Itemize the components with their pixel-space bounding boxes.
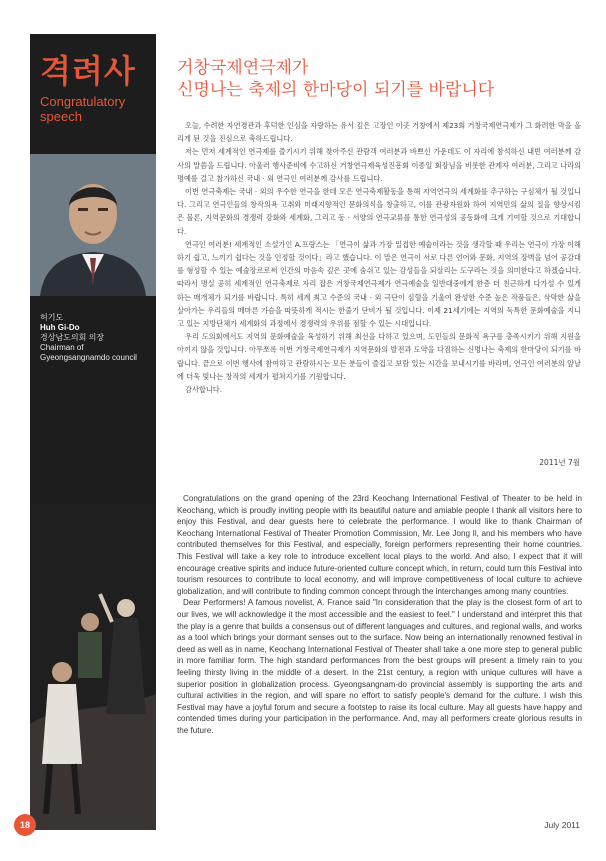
korean-paragraph: 감사합니다. <box>185 385 223 395</box>
portrait-photo <box>30 154 156 296</box>
speaker-title-ko: 경상남도의회 의장 <box>40 333 105 342</box>
korean-paragraph: 저는 먼저 세계적인 연극제를 즐기시기 위해 찾아주신 관람객 여러분과 바쁘신 가운데도 이 자리에 참석하신 내빈 여러분께 감사의 말씀을 드립니다. 아울러 행사준비에 수고하신 거창연극제육성진흥회 이종일 회장님을 비롯한 관계자 여러분, 그리고 나라의 명예를 걸고 참가하신 국내 · 외 연극인 여러분께 감사를 드립니다. <box>177 147 581 183</box>
korean-paragraph: 이번 연극축제는 국내 · 외의 우수한 연극을 한데 모은 연극축제활동을 통해 지역연극의 세계화를 추구하는 구심체가 될 것입니다. 그리고 연극인들의 창작의욕 고취와 미래지향적인 문화의식을 창출하고, 이를 관광자원화 하여 지역민의 삶의 질을 향상시킴은 물론, 지역문화의 경쟁력 강화와 세계화, 그리고 동 · 서양의 연극교류를 통한 연극성의 공동화에 크게 기여할 것으로 기대합니다. <box>177 187 581 236</box>
section-title: 격려사 <box>40 52 136 90</box>
footer-date: July 2011 <box>544 820 580 830</box>
page-number: 18 <box>14 814 36 836</box>
english-paragraph: Dear Performers! A famous novelist, A. France said "In consideration that the play is the closest form of art to our lives, we will acknowledge it the most accessible and the easiest to feel." I understand and interpret this that the play is a genre that builds a consensus out of different languages and cultures, and regional walls, and works as a tool which brings your dormant senses out to the surface. Now being an internationally renowned festival in deed as well as in name, Keochang International Festival of Theater shall take a one more step to general public in more familiar form. The high standard performances from the best groups will present a timely rain to you feeling thirsty living in the middle of a desert. In the 21st century, a region with unique cultures will have a superior position in globalization process. Gyeongsangnam-do provincial assembly is supporting the arts and cultural activities in the region, and will spare no effort to satisfy people's demand for the culture. I wish this Festival may have a joyful forum and secure a footstep to raise its local culture. May all guests have happy and contended times during your participation in the performance. And, may all performers create glorious results in the future. <box>177 598 582 735</box>
speaker-name-ko: 허기도 <box>40 313 64 322</box>
korean-paragraph: 우리 도의회에서도 지역의 문화예술을 육성하기 위해 최선을 다하고 있으며, 도민들의 문화적 욕구를 충족시키기 위해 지원을 아끼지 않을 것입니다. 아무쪼록 이번 거창국제연극제가 지역문화의 발전과 도약을 다짐하는 신명나는 축제의 한마당이 되기를 바랍니다. 끝으로 이번 행사에 참여하고 관람하시는 모든 분들이 즐겁고 보람 있는 시간을 보내시기를 바라며, 연극인 여러분의 앞날에 더욱 빛나는 창작의 세계가 펼쳐지기를 기원합니다. <box>177 332 581 381</box>
korean-paragraph: 오늘, 수려한 자연경관과 후덕한 인심을 자랑하는 유서 깊은 고장인 이곳 거창에서 제23회 거창국제연극제가 그 화려한 막을 올리게 된 것을 진심으로 축하드립니다. <box>177 121 581 144</box>
speaker-name-en: Huh Gi-Do <box>40 323 80 332</box>
speaker-info <box>40 313 155 363</box>
speech-headline <box>177 57 577 101</box>
speaker-title-en-1: Chairman of <box>40 343 84 352</box>
speaker-title-en-2: Gyeongsangnamdo council <box>40 353 137 362</box>
korean-paragraph: 연극인 여러분! 세계적인 소설가인 A.프랑스는 「연극이 삶과 가장 밀접한 예술이라는 것을 생각할 때 우리는 연극이 가장 이해하기 쉽고, 느끼기 쉽다는 것을 인정할 것이다」라고 했습니다. 이 말은 연극이 서로 다른 언어와 문화, 지역의 장벽을 넘어 공감대를 형성할 수 있는 예술장르로써 인간의 마음속 깊은 곳에 숨쉬고 있는 감성들을 되살리는 도구라는 것을 의미한다고 하겠습니다. 따라서 명실 공히 세계적인 연극축제로 자리 잡은 거창국제연극제가 연극예술을 일반대중에게 한층 더 친근하게 다가설 수 있게 하는 매개체가 되기를 바랍니다. 특히 세계 최고 수준의 국내 · 외 극단이 심혈을 기울여 완성한 수준 높은 작품들은, 삭막한 삶을 살아가는 우리들의 메마른 가슴을 따뜻하게 적시는 한줄기 단비가 될 것입니다. 이제 21세기에는 지역의 독특한 문화예술을 지니고 있는 지방단체가 세계화의 과정에서 경쟁력의 우위를 점할 수 있는 시대입니다. <box>177 239 581 329</box>
headline-line-2: 신명나는 축제의 한마당이 되기를 바랍니다 <box>177 80 495 100</box>
sidebar-panel <box>30 34 156 830</box>
korean-date: 2011년 7월 <box>539 458 580 467</box>
english-paragraph: Congratulations on the grand opening of the 23rd Keochang International Festival of Theater to be held in Keochang, which is proudly inviting people with its beautiful nature and amiable people I thank all visitors here to enjoy this Festival, and dear guests here to celebrate the performance. I would like to thank Chairman of Keochang International Festival of Theater Promotion Commission, Mr. Lee Jong Il, and his members who have contributed themselves for this Festival, and especially, foreign performers representing their home countries. This Festival will take a key role to introduce excellent local plays to the world. And also, I expect that it will encourage creative spirits and induce future-oriented culture concept which, in return, could turn this Festival into tourism resources to contribute to local economy, and will improve competitiveness of local culture to achieve globalization, and will contribute to finding common concept through the interchanges among many countries. <box>177 494 582 596</box>
performance-photo <box>30 504 156 830</box>
headline-line-1: 거창국제연극제가 <box>177 58 309 78</box>
section-subtitle: Congratulatory speech <box>40 94 126 124</box>
english-speech <box>177 493 582 736</box>
korean-speech <box>177 119 581 396</box>
